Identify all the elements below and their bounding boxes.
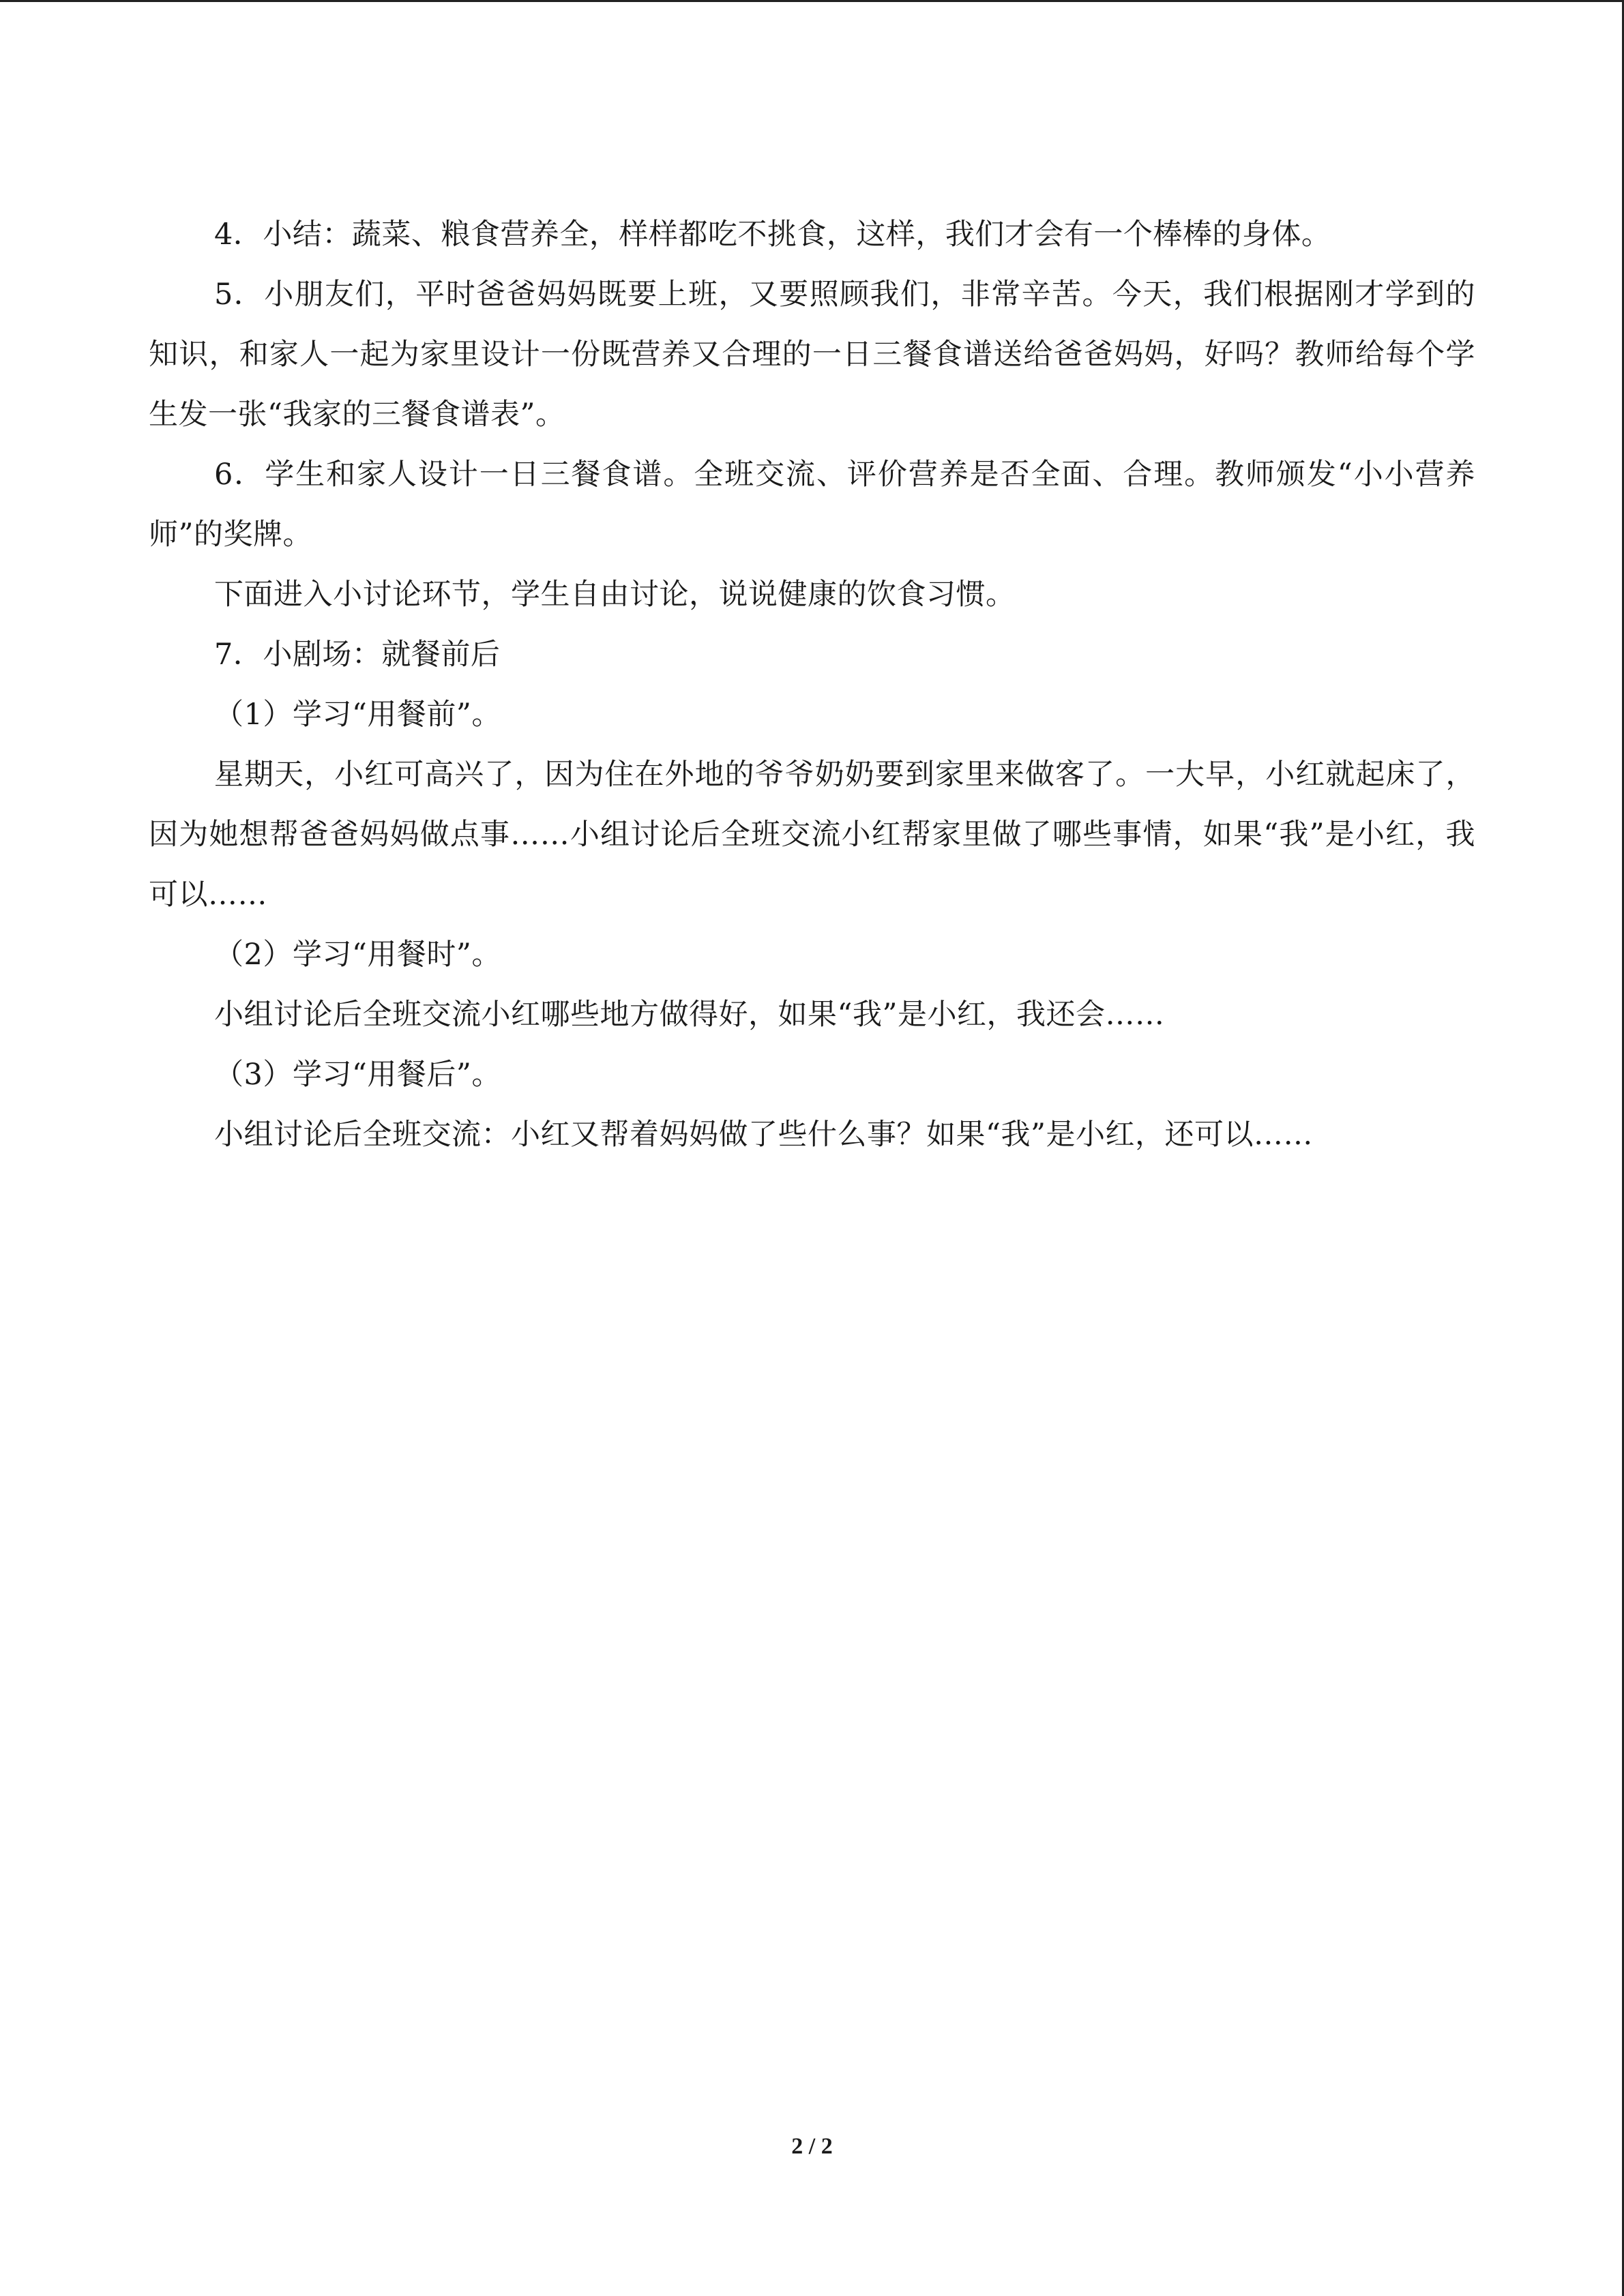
paragraph-summary: 4．小结：蔬菜、粮食营养全，样样都吃不挑食，这样，我们才会有一个棒棒的身体。 bbox=[214, 218, 1331, 252]
paragraph-after-meal-discussion: 小组讨论后全班交流：小红又帮着妈妈做了些什么事？如果“我”是小红，还可以…… bbox=[214, 1118, 1313, 1152]
document-body bbox=[149, 205, 1475, 1165]
paragraph-theater-heading: 7．小剧场：就餐前后 bbox=[214, 638, 501, 672]
paragraph-during-meal-discussion: 小组讨论后全班交流小红哪些地方做得好，如果“我”是小红，我还会…… bbox=[214, 998, 1165, 1032]
page-number: 2 / 2 bbox=[791, 2134, 833, 2159]
page-top-border bbox=[0, 0, 1624, 2]
paragraph-discussion: 下面进入小讨论环节，学生自由讨论，说说健康的饮食习惯。 bbox=[214, 578, 1016, 612]
paragraph-design-menu: 6．学生和家人设计一日三餐食谱。全班交流、评价营养是否全面、合理。教师颁发“小小营养师”的奖牌。 bbox=[149, 458, 1475, 552]
paragraph-after-meal-heading: （3）学习“用餐后”。 bbox=[214, 1058, 501, 1092]
paragraph-recipe-task: 5．小朋友们，平时爸爸妈妈既要上班，又要照顾我们，非常辛苦。今天，我们根据刚才学到的知识，和家人一起为家里设计一份既营养又合理的一日三餐食谱送给爸爸妈妈，好吗？教师给每个学生发一张“我家的三餐食谱表”。 bbox=[149, 278, 1475, 432]
paragraph-during-meal-heading: （2）学习“用餐时”。 bbox=[214, 938, 501, 972]
paragraph-before-meal-story: 星期天，小红可高兴了，因为住在外地的爷爷奶奶要到家里来做客了。一大早，小红就起床了，因为她想帮爸爸妈妈做点事……小组讨论后全班交流小红帮家里做了哪些事情，如果“我”是小红，我可以…… bbox=[149, 758, 1475, 912]
paragraph-before-meal-heading: （1）学习“用餐前”。 bbox=[214, 698, 501, 732]
